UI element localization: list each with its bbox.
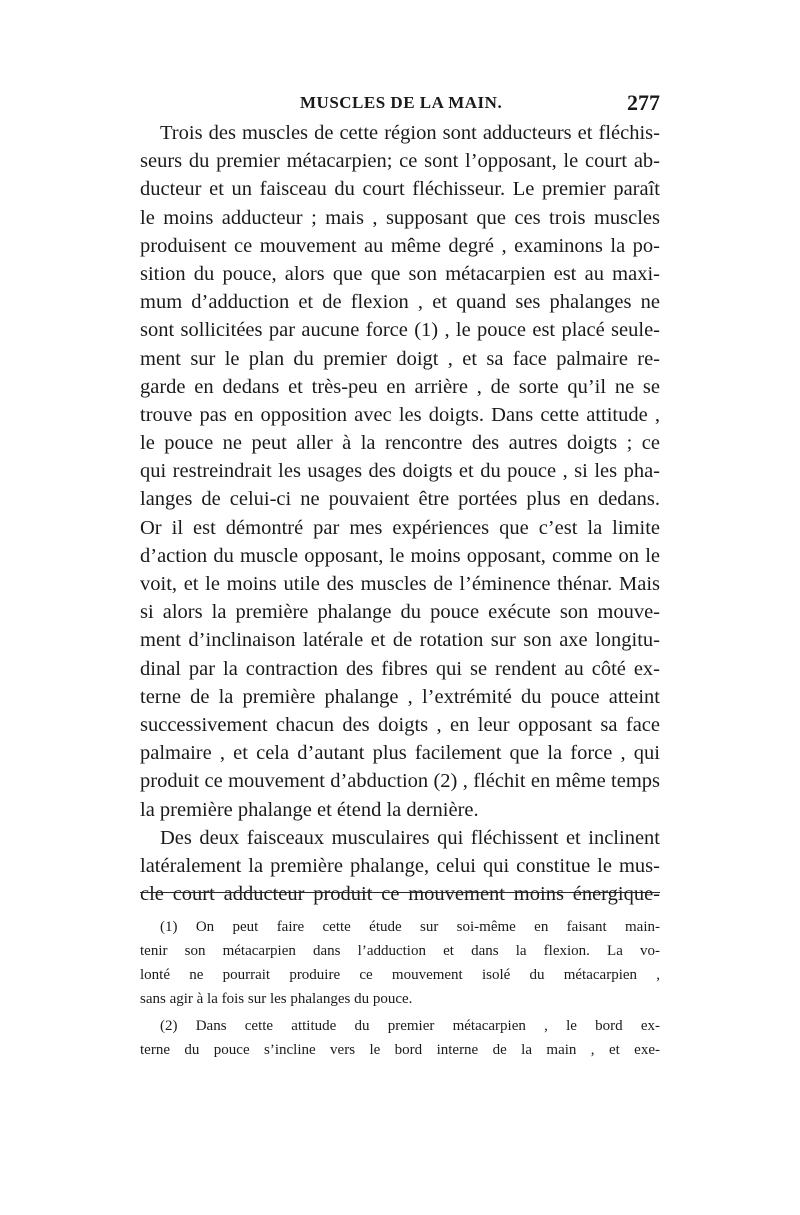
text-line: Des deux faisceaux musculaires qui fléchissent et inclinent [160,826,660,849]
footnote-line: (1) On peut faire cette étude sur soi-même en faisant main- [160,919,660,935]
footnote-line: tenir son métacarpien dans l’adduction et dans la flexion. La vo- [140,943,660,959]
text-line: mum d’adduction et de flexion , et quand ses phalanges ne [140,291,660,314]
text-line: trouve pas en opposition avec les doigts. Dans cette attitude , [140,403,660,426]
text-line: le moins adducteur ; mais , supposant que ces trois muscles [140,206,660,229]
text-line: sont sollicitées par aucune force (1) , le pouce est placé seule- [140,319,660,342]
body-text [140,119,660,906]
page-header [300,88,660,118]
footnote-1 [140,915,660,1011]
text-line: produisent ce mouvement au même degré , examinons la po- [140,234,660,257]
text-line: voit, et le moins utile des muscles de l’éminence thénar. Mais [140,573,660,595]
text-line: seurs du premier métacarpien; ce sont l’opposant, le court ab- [140,150,660,173]
text-line: garde en dedans et très-peu en arrière , de sorte qu’il ne se [140,375,660,398]
text-line: ment sur le plan du premier doigt , et sa face palmaire re- [140,347,660,370]
footnote-line: terne du pouce s’incline vers le bord interne de la main , et exe- [140,1042,660,1058]
footnote-2 [140,1014,660,1062]
text-line: terne de la première phalange , l’extrémité du pouce atteint [140,685,660,708]
page-number: 277 [627,90,660,115]
text-line: produit ce mouvement d’abduction (2) , fléchit en même temps [140,770,660,793]
running-title: MUSCLES DE LA MAIN. [300,93,503,112]
text-line: Trois des muscles de cette région sont adducteurs et fléchis- [160,122,660,144]
text-line: sition du pouce, alors que que son métacarpien est au maxi- [140,262,660,285]
text-line: qui restreindrait les usages des doigts et du pouce , si les pha- [140,460,660,483]
text-line: ducteur et un faisceau du court fléchisseur. Le premier paraît [140,178,660,201]
footnote-line: lonté ne pourrait produire ce mouvement isolé du métacarpien , [140,967,660,983]
footnote-line: sans agir à la fois sur les phalanges du pouce. [140,991,413,1007]
footnote-separator [140,892,660,893]
footnote-line: (2) Dans cette attitude du premier métacarpien , le bord ex- [160,1018,660,1034]
text-line: la première phalange et étend la dernière. [140,798,479,821]
text-line: si alors la première phalange du pouce exécute son mouve- [140,601,660,624]
text-line: le pouce ne peut aller à la rencontre des autres doigts ; ce [140,432,660,455]
footnotes [140,915,660,1062]
text-line: cle court adducteur produit ce mouvement moins énergique- [140,883,660,906]
text-line: dinal par la contraction des fibres qui se rendent au côté ex- [140,657,660,680]
text-line: d’action du muscle opposant, le moins opposant, comme on le [140,544,660,567]
text-line: palmaire , et cela d’autant plus facilement que la force , qui [140,742,660,765]
text-line: ment d’inclinaison latérale et de rotation sur son axe longitu- [140,629,660,652]
text-line: successivement chacun des doigts , en leur opposant sa face [140,713,660,736]
text-line: latéralement la première phalange, celui qui constitue le mus- [140,854,660,877]
text-line: langes de celui-ci ne pouvaient être portées plus en dedans. [140,488,660,511]
text-line: Or il est démontré par mes expériences que c’est la limite [140,516,660,539]
